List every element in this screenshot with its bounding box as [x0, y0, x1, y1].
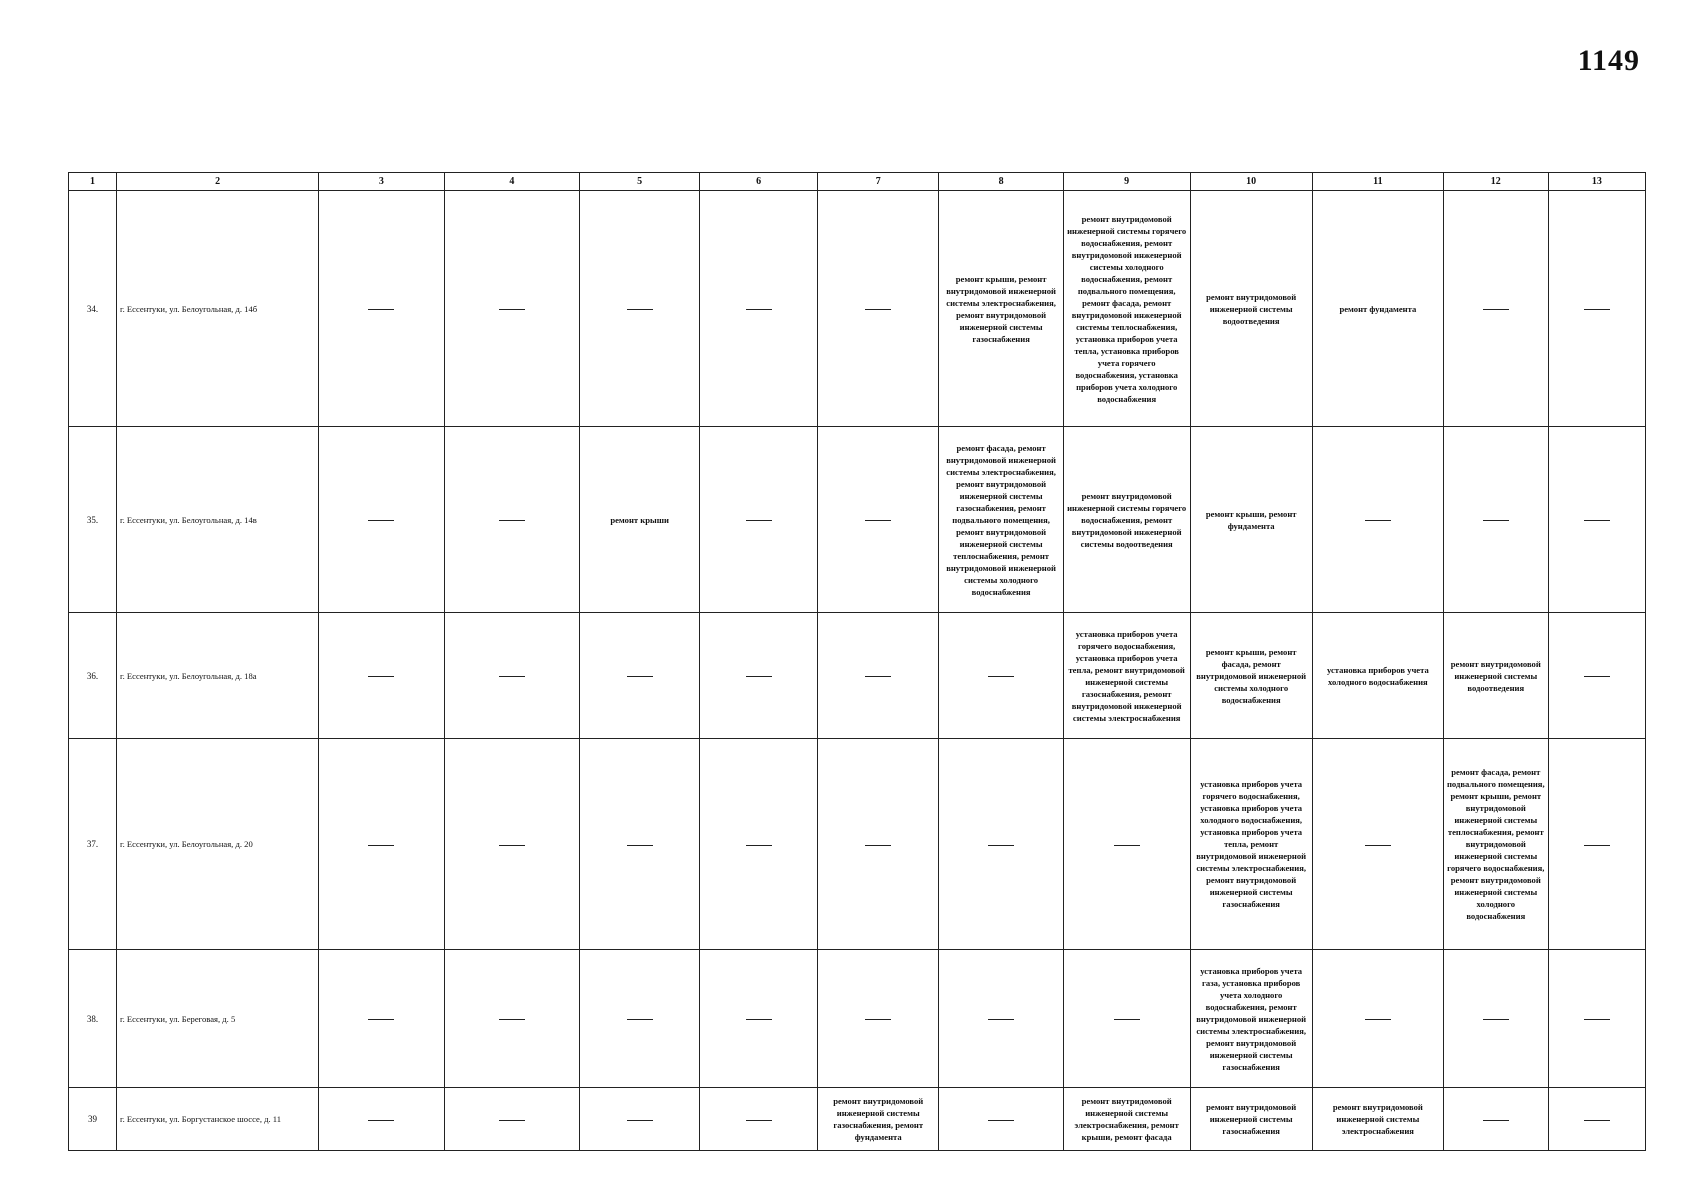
- empty-cell: [580, 950, 700, 1088]
- dash-mark: [1114, 845, 1140, 846]
- work-cell: ремонт крыши, ремонт фундамента: [1190, 427, 1312, 613]
- work-cell: ремонт крыши, ремонт фасада, ремонт внутридомовой инженерной системы холодного водоснабжения: [1190, 613, 1312, 739]
- empty-cell: [319, 191, 445, 427]
- dash-mark: [627, 676, 653, 677]
- dash-mark: [627, 1019, 653, 1020]
- table-row: [69, 427, 1646, 613]
- empty-cell: [1312, 739, 1443, 950]
- empty-cell: [818, 191, 939, 427]
- table-row: [69, 613, 1646, 739]
- address-cell: г. Ессентуки, ул. Белоугольная, д. 18а: [117, 613, 319, 739]
- empty-cell: [939, 950, 1064, 1088]
- dash-mark: [746, 520, 772, 521]
- dash-mark: [746, 1120, 772, 1121]
- dash-mark: [746, 1019, 772, 1020]
- empty-cell: [1443, 1088, 1548, 1151]
- dash-mark: [1365, 520, 1391, 521]
- empty-cell: [700, 613, 818, 739]
- empty-cell: [939, 739, 1064, 950]
- empty-cell: [700, 1088, 818, 1151]
- dash-mark: [627, 309, 653, 310]
- dash-mark: [865, 845, 891, 846]
- dash-mark: [988, 676, 1014, 677]
- dash-mark: [499, 1120, 525, 1121]
- empty-cell: [1548, 739, 1645, 950]
- empty-cell: [580, 1088, 700, 1151]
- work-cell: ремонт внутридомовой инженерной системы горячего водоснабжения, ремонт внутридомовой инженерной системы холодного водоснабжения, ремонт подвального помещения, ремонт фасада, ремонт внутридомовой инженерной системы теплоснабжения, установка приборов учета тепла, установка приборов учета горячего водоснабжения, установка приборов учета холодного водоснабжения: [1063, 191, 1190, 427]
- empty-cell: [700, 427, 818, 613]
- dash-mark: [499, 676, 525, 677]
- empty-cell: [1443, 191, 1548, 427]
- repair-schedule-table: [68, 172, 1646, 1151]
- work-cell: ремонт внутридомовой инженерной системы газоснабжения, ремонт фундамента: [818, 1088, 939, 1151]
- empty-cell: [1063, 950, 1190, 1088]
- dash-mark: [627, 845, 653, 846]
- empty-cell: [580, 739, 700, 950]
- row-number: 38.: [69, 950, 117, 1088]
- work-cell: ремонт фасада, ремонт внутридомовой инженерной системы электроснабжения, ремонт внутридомовой инженерной системы газоснабжения, ремонт подвального помещения, ремонт внутридомовой инженерной системы теплоснабжения, ремонт внутридомовой инженерной системы холодного водоснабжения: [939, 427, 1064, 613]
- row-number: 37.: [69, 739, 117, 950]
- empty-cell: [700, 739, 818, 950]
- empty-cell: [319, 613, 445, 739]
- work-cell: ремонт крыши, ремонт внутридомовой инженерной системы электроснабжения, ремонт внутридомовой инженерной системы газоснабжения: [939, 191, 1064, 427]
- column-number: 1: [69, 173, 117, 191]
- work-cell: установка приборов учета холодного водоснабжения: [1312, 613, 1443, 739]
- dash-mark: [1584, 1019, 1610, 1020]
- column-number: 8: [939, 173, 1064, 191]
- empty-cell: [700, 950, 818, 1088]
- address-cell: г. Ессентуки, ул. Белоугольная, д. 14б: [117, 191, 319, 427]
- column-number: 12: [1443, 173, 1548, 191]
- dash-mark: [368, 1019, 394, 1020]
- dash-mark: [499, 520, 525, 521]
- empty-cell: [319, 1088, 445, 1151]
- empty-cell: [1443, 427, 1548, 613]
- column-number: 4: [444, 173, 579, 191]
- dash-mark: [368, 845, 394, 846]
- dash-mark: [988, 1120, 1014, 1121]
- dash-mark: [1584, 520, 1610, 521]
- empty-cell: [1312, 950, 1443, 1088]
- empty-cell: [818, 739, 939, 950]
- dash-mark: [627, 1120, 653, 1121]
- row-number: 39: [69, 1088, 117, 1151]
- work-cell: ремонт внутридомовой инженерной системы газоснабжения: [1190, 1088, 1312, 1151]
- dash-mark: [368, 309, 394, 310]
- column-number: 5: [580, 173, 700, 191]
- dash-mark: [1365, 845, 1391, 846]
- dash-mark: [1584, 676, 1610, 677]
- dash-mark: [865, 1019, 891, 1020]
- dash-mark: [746, 845, 772, 846]
- column-number: 11: [1312, 173, 1443, 191]
- work-cell: ремонт крыши: [580, 427, 700, 613]
- empty-cell: [319, 739, 445, 950]
- table-row: [69, 1088, 1646, 1151]
- address-cell: г. Ессентуки, ул. Боргустанское шоссе, д. 11: [117, 1088, 319, 1151]
- empty-cell: [580, 613, 700, 739]
- empty-cell: [939, 613, 1064, 739]
- empty-cell: [319, 950, 445, 1088]
- dash-mark: [988, 1019, 1014, 1020]
- work-cell: ремонт фундамента: [1312, 191, 1443, 427]
- empty-cell: [444, 950, 579, 1088]
- dash-mark: [1584, 845, 1610, 846]
- dash-mark: [1483, 520, 1509, 521]
- column-number: 6: [700, 173, 818, 191]
- column-number: 10: [1190, 173, 1312, 191]
- dash-mark: [988, 845, 1014, 846]
- column-number: 9: [1063, 173, 1190, 191]
- dash-mark: [499, 1019, 525, 1020]
- empty-cell: [444, 1088, 579, 1151]
- empty-cell: [1312, 427, 1443, 613]
- empty-cell: [1063, 739, 1190, 950]
- dash-mark: [1483, 1120, 1509, 1121]
- dash-mark: [865, 309, 891, 310]
- dash-mark: [368, 676, 394, 677]
- table-row: [69, 191, 1646, 427]
- empty-cell: [444, 739, 579, 950]
- work-cell: установка приборов учета газа, установка приборов учета холодного водоснабжения, ремонт внутридомовой инженерной системы электроснабжения, ремонт внутридомовой инженерной системы газоснабжения: [1190, 950, 1312, 1088]
- empty-cell: [1548, 191, 1645, 427]
- empty-cell: [818, 427, 939, 613]
- page-number: 1149: [1577, 44, 1640, 77]
- address-cell: г. Ессентуки, ул. Белоугольная, д. 14в: [117, 427, 319, 613]
- dash-mark: [1114, 1019, 1140, 1020]
- address-cell: г. Ессентуки, ул. Белоугольная, д. 20: [117, 739, 319, 950]
- dash-mark: [746, 676, 772, 677]
- dash-mark: [368, 1120, 394, 1121]
- work-cell: ремонт внутридомовой инженерной системы электроснабжения: [1312, 1088, 1443, 1151]
- column-number: 2: [117, 173, 319, 191]
- empty-cell: [319, 427, 445, 613]
- empty-cell: [444, 427, 579, 613]
- work-cell: ремонт внутридомовой инженерной системы электроснабжения, ремонт крыши, ремонт фасада: [1063, 1088, 1190, 1151]
- dash-mark: [499, 845, 525, 846]
- dash-mark: [1365, 1019, 1391, 1020]
- table-row: [69, 739, 1646, 950]
- column-number: 13: [1548, 173, 1645, 191]
- empty-cell: [818, 613, 939, 739]
- empty-cell: [444, 191, 579, 427]
- work-cell: ремонт внутридомовой инженерной системы водоотведения: [1190, 191, 1312, 427]
- dash-mark: [1584, 309, 1610, 310]
- empty-cell: [939, 1088, 1064, 1151]
- dash-mark: [746, 309, 772, 310]
- dash-mark: [1483, 1019, 1509, 1020]
- row-number: 35.: [69, 427, 117, 613]
- table-row: [69, 950, 1646, 1088]
- work-cell: ремонт фасада, ремонт подвального помещения, ремонт крыши, ремонт внутридомовой инженерной системы теплоснабжения, ремонт внутридомовой инженерной системы горячего водоснабжения, ремонт внутридомовой инженерной системы холодного водоснабжения: [1443, 739, 1548, 950]
- dash-mark: [1483, 309, 1509, 310]
- empty-cell: [1548, 427, 1645, 613]
- column-number: 7: [818, 173, 939, 191]
- empty-cell: [1548, 613, 1645, 739]
- work-cell: установка приборов учета горячего водоснабжения, установка приборов учета холодного водоснабжения, установка приборов учета тепла, ремонт внутридомовой инженерной системы электроснабжения, ремонт внутридомовой инженерной системы газоснабжения: [1190, 739, 1312, 950]
- empty-cell: [818, 950, 939, 1088]
- empty-cell: [580, 191, 700, 427]
- empty-cell: [1443, 950, 1548, 1088]
- empty-cell: [1548, 1088, 1645, 1151]
- column-number: 3: [319, 173, 445, 191]
- dash-mark: [865, 676, 891, 677]
- address-cell: г. Ессентуки, ул. Береговая, д. 5: [117, 950, 319, 1088]
- empty-cell: [700, 191, 818, 427]
- work-cell: установка приборов учета горячего водоснабжения, установка приборов учета тепла, ремонт внутридомовой инженерной системы газоснабжения, ремонт внутридомовой инженерной системы электроснабжения: [1063, 613, 1190, 739]
- row-number: 34.: [69, 191, 117, 427]
- empty-cell: [444, 613, 579, 739]
- dash-mark: [499, 309, 525, 310]
- dash-mark: [1584, 1120, 1610, 1121]
- dash-mark: [368, 520, 394, 521]
- row-number: 36.: [69, 613, 117, 739]
- column-number-row: [69, 173, 1646, 191]
- work-cell: ремонт внутридомовой инженерной системы горячего водоснабжения, ремонт внутридомовой инженерной системы водоотведения: [1063, 427, 1190, 613]
- work-cell: ремонт внутридомовой инженерной системы водоотведения: [1443, 613, 1548, 739]
- dash-mark: [865, 520, 891, 521]
- empty-cell: [1548, 950, 1645, 1088]
